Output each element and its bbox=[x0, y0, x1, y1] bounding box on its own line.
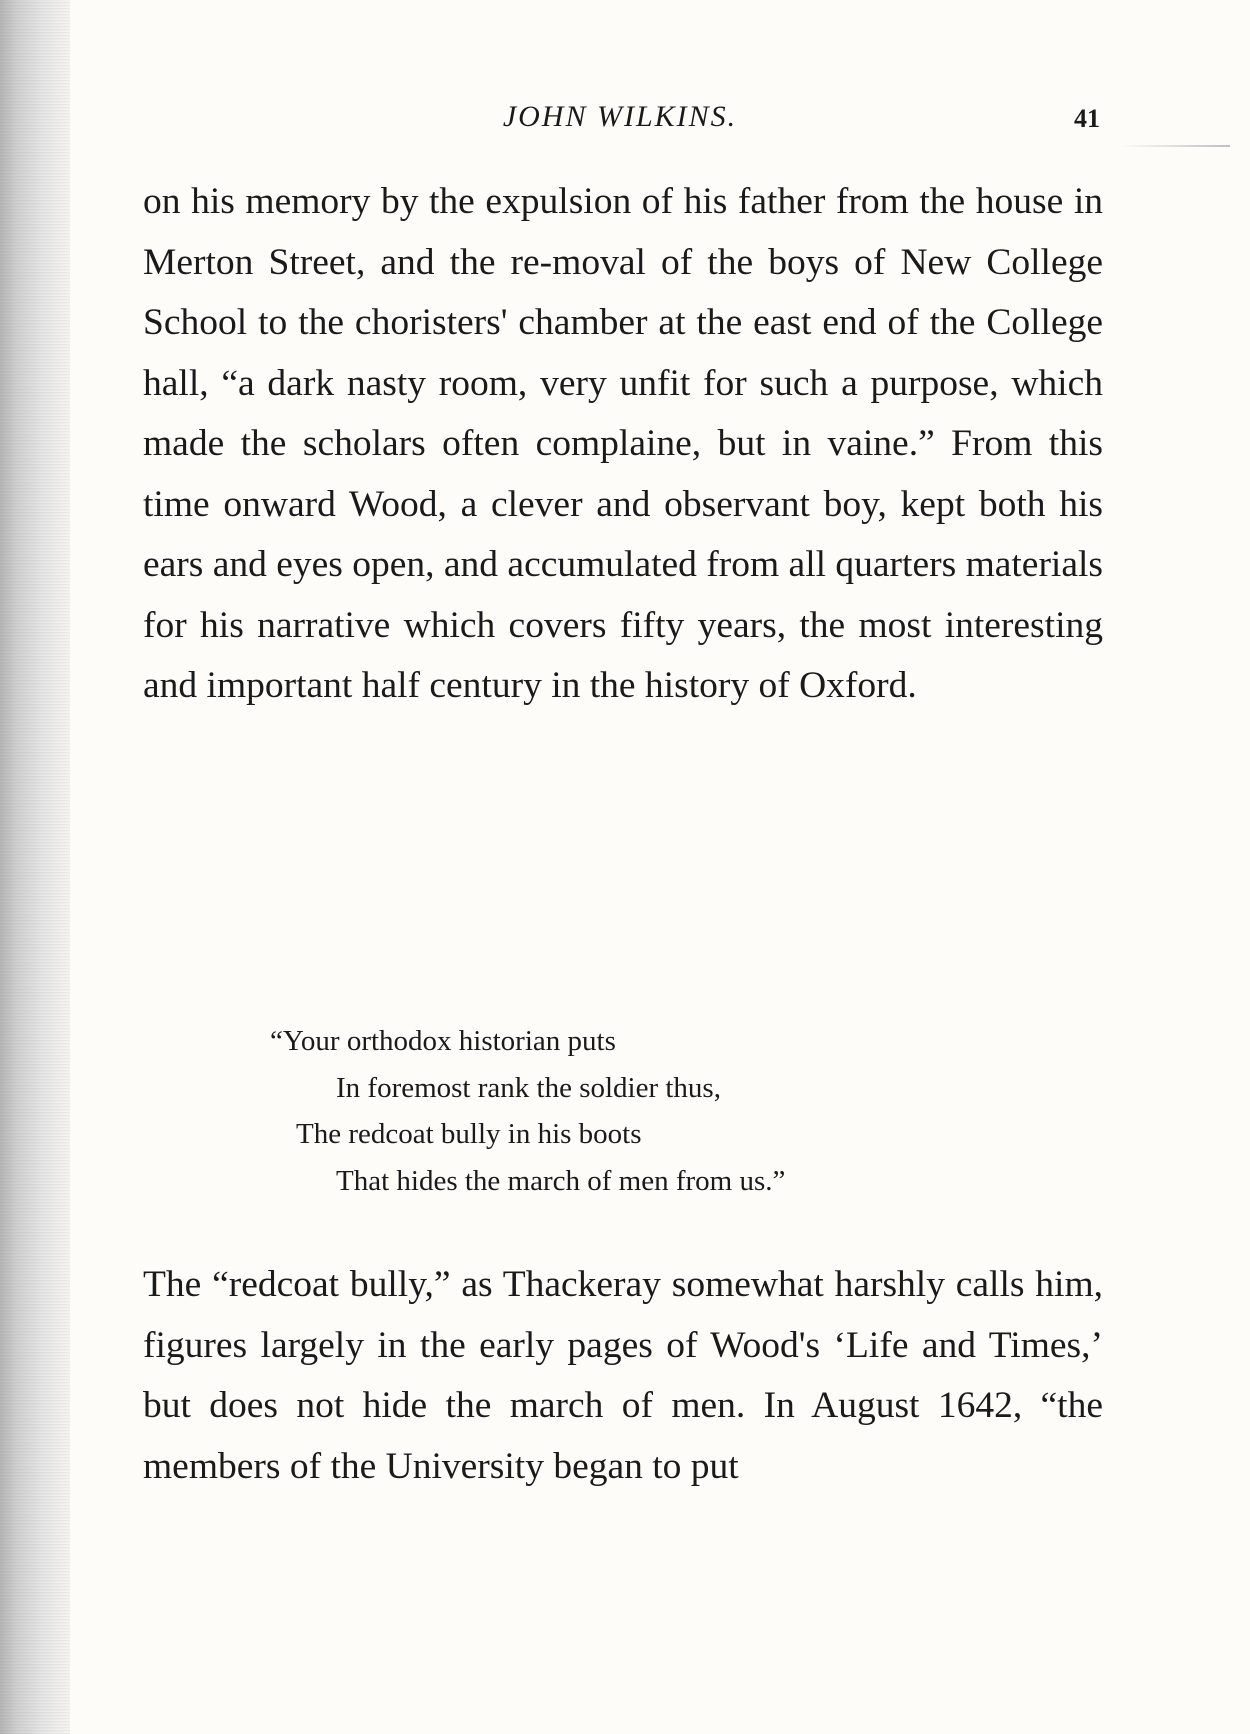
verse-line-4: That hides the march of men from us.” bbox=[336, 1164, 786, 1197]
verse-quotation bbox=[270, 1018, 785, 1204]
paragraph-1: on his memory by the expulsion of his father from the house in Merton Street, and the re-moval of the boys of New College School to the choristers' chamber at the east end of the College hall, “a dark nasty room, very unfit for such a purpose, which made the scholars often complaine, but in vaine.” From this time onward Wood, a clever and observant boy, kept both his ears and eyes open, and accumulated from all quarters materials for his narrative which covers fifty years, the most interesting and important half century in the history of Oxford. bbox=[143, 181, 1104, 706]
scan-mark bbox=[1120, 145, 1230, 147]
verse-line-3: The redcoat bully in his boots bbox=[296, 1118, 642, 1150]
page-binding-edge bbox=[0, 0, 70, 1734]
page-number: 41 bbox=[1074, 104, 1100, 133]
running-head bbox=[140, 100, 1100, 140]
verse-line-2: In foremost rank the soldier thus, bbox=[336, 1071, 721, 1104]
paragraph-2: The “redcoat bully,” as Thackeray somewhat harshly calls him, figures largely in the early pages of Wood's ‘Life and Times,’ but does not hide the march of men. In August 1642, “the members of the University began to put bbox=[143, 1264, 1103, 1487]
verse-line-1: “Your orthodox historian puts bbox=[270, 1025, 616, 1057]
running-title: JOHN WILKINS. bbox=[502, 100, 738, 133]
